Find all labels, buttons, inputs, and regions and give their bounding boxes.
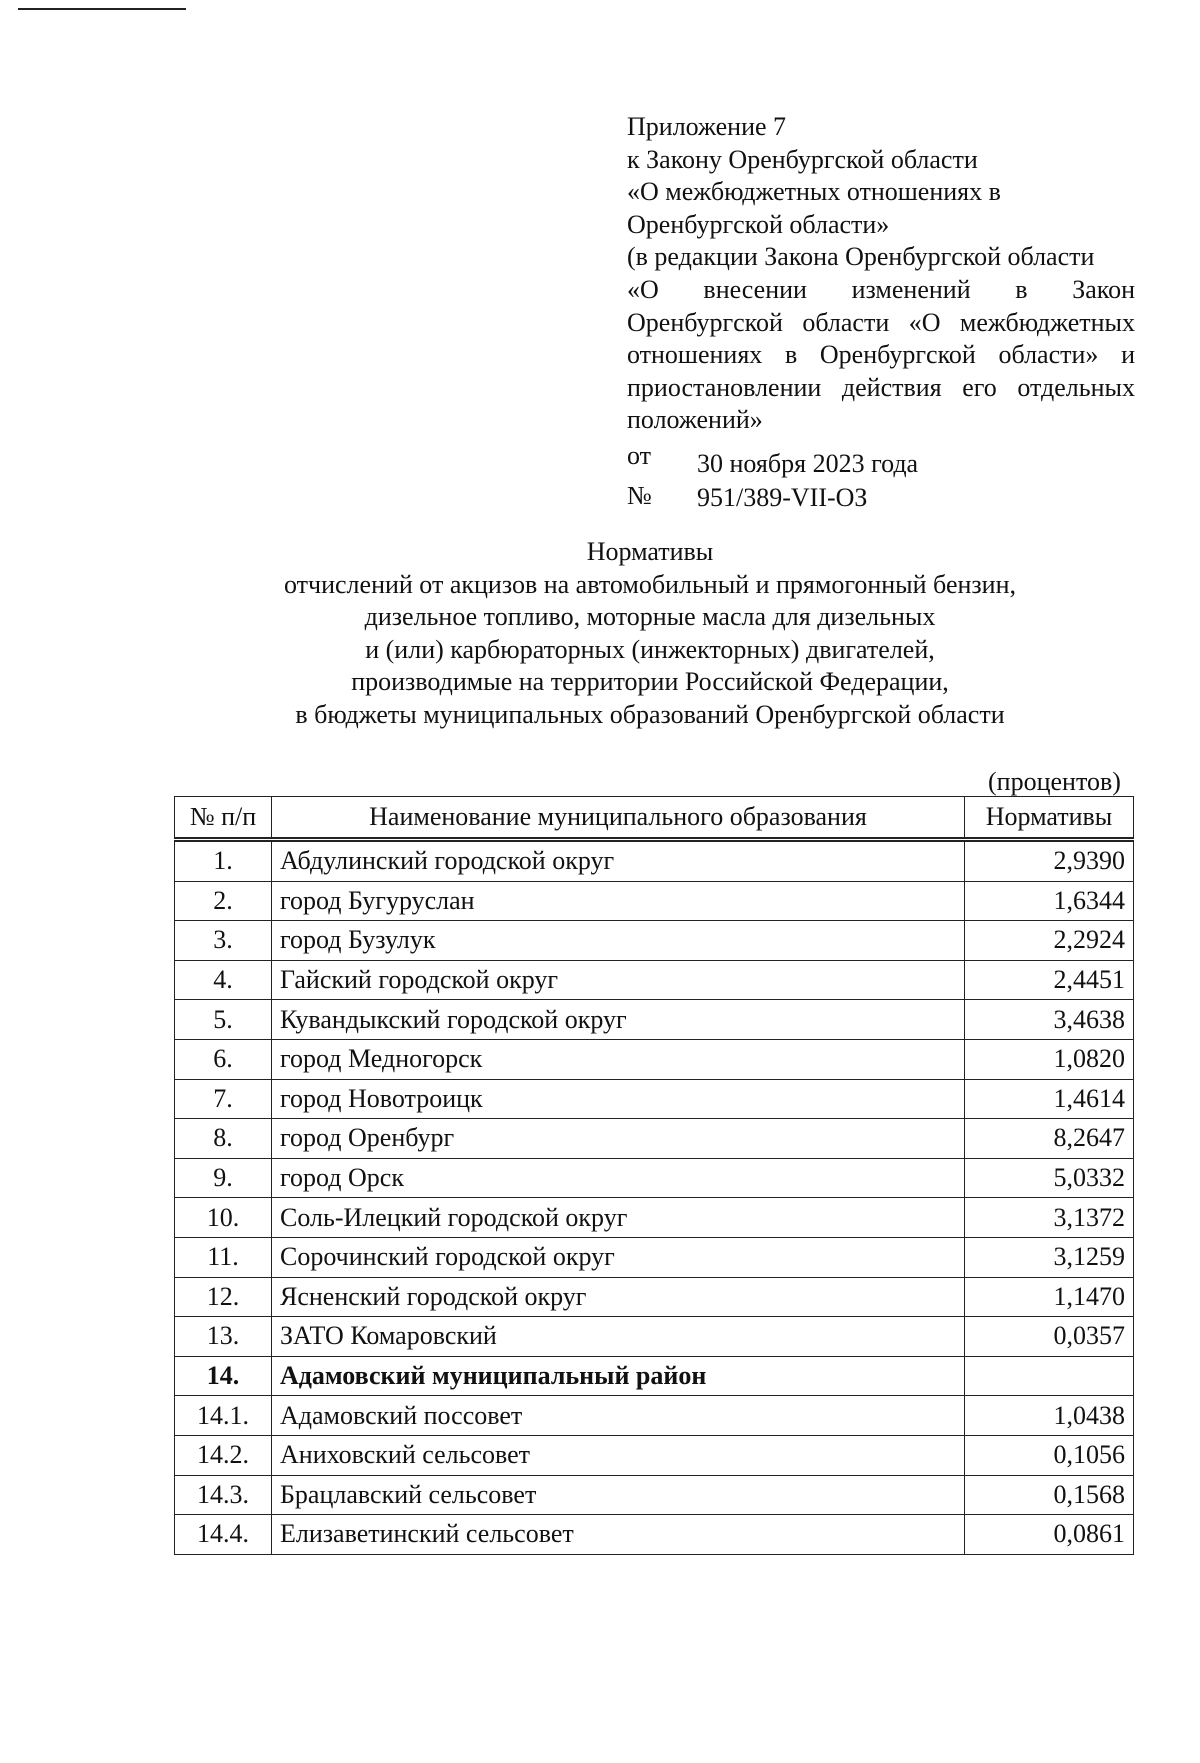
- municipality-name: Ясненский городской округ: [272, 1277, 965, 1317]
- norm-value: 0,0861: [965, 1515, 1134, 1555]
- table-row: [175, 1237, 1134, 1277]
- appendix-line: Оренбургской области»: [627, 209, 890, 239]
- row-number: 8.: [175, 1119, 272, 1159]
- norm-value: 3,4638: [965, 1000, 1134, 1040]
- row-number: 7.: [175, 1079, 272, 1119]
- row-number: 14.3.: [175, 1475, 272, 1515]
- norm-value: 1,4614: [965, 1079, 1134, 1119]
- municipality-name: Абдулинский городской округ: [272, 840, 965, 882]
- norm-value: 1,1470: [965, 1277, 1134, 1317]
- appendix-line: Приложение 7: [627, 112, 787, 141]
- row-number: 10.: [175, 1198, 272, 1238]
- table-row: [175, 881, 1134, 921]
- municipality-name: Гайский городской округ: [272, 960, 965, 1000]
- table-row: [175, 1356, 1134, 1396]
- column-header-number: № п/п: [175, 797, 272, 840]
- table-row: [175, 840, 1134, 882]
- norm-value: 5,0332: [965, 1158, 1134, 1198]
- column-header-name: Наименование муниципального образования: [272, 797, 965, 840]
- date-label: от: [627, 440, 652, 470]
- norm-value: 3,1259: [965, 1237, 1134, 1277]
- municipality-name: Елизаветинский сельсовет: [272, 1515, 965, 1555]
- law-number: 951/389-VII-ОЗ: [697, 482, 868, 512]
- law-signoff: [627, 441, 1135, 515]
- row-number: 14.2.: [175, 1435, 272, 1475]
- municipality-name: город Орск: [272, 1158, 965, 1198]
- municipality-name: Сорочинский городской округ: [272, 1237, 965, 1277]
- norm-value: 0,0357: [965, 1317, 1134, 1357]
- number-label: №: [627, 480, 652, 510]
- appendix-line: положений»: [627, 405, 763, 435]
- row-number: 2.: [175, 881, 272, 921]
- table-row: [175, 1277, 1134, 1317]
- norm-value: 0,1056: [965, 1435, 1134, 1475]
- row-number: 3.: [175, 921, 272, 961]
- row-number: 14.4.: [175, 1515, 272, 1555]
- appendix-line: к Закону Оренбургской области: [627, 144, 978, 174]
- table-header-row: [175, 797, 1134, 840]
- norm-value: 2,4451: [965, 960, 1134, 1000]
- norm-value: 8,2647: [965, 1119, 1134, 1159]
- municipality-name: Брацлавский сельсовет: [272, 1475, 965, 1515]
- table-row: [175, 1158, 1134, 1198]
- table-row: [175, 1198, 1134, 1238]
- table-row: [175, 960, 1134, 1000]
- norm-value: 1,6344: [965, 881, 1134, 921]
- table-row: [175, 1317, 1134, 1357]
- table-row: [175, 1475, 1134, 1515]
- norm-value: 2,2924: [965, 921, 1134, 961]
- municipality-name: Соль-Илецкий городской округ: [272, 1198, 965, 1238]
- appendix-header: [627, 111, 1135, 515]
- municipality-name: город Бугуруслан: [272, 881, 965, 921]
- row-number: 1.: [175, 840, 272, 882]
- norm-value: 0,1568: [965, 1475, 1134, 1515]
- table-row: [175, 1039, 1134, 1079]
- heading-line: дизельное топливо, моторные масла для дизельных: [364, 602, 936, 631]
- table-row: [175, 1079, 1134, 1119]
- column-header-value: Нормативы: [965, 797, 1134, 840]
- norm-value: 1,0438: [965, 1396, 1134, 1436]
- table-row: [175, 1515, 1134, 1555]
- unit-note: (процентов): [988, 767, 1121, 796]
- row-number: 14.1.: [175, 1396, 272, 1436]
- row-number: 4.: [175, 960, 272, 1000]
- appendix-line: приостановлении действия его отдельных: [627, 372, 1135, 402]
- norms-table: [174, 796, 1134, 1555]
- municipality-name: город Новотроицк: [272, 1079, 965, 1119]
- municipality-name: Аниховский сельсовет: [272, 1435, 965, 1475]
- row-number: 5.: [175, 1000, 272, 1040]
- row-number: 11.: [175, 1237, 272, 1277]
- heading-title: Нормативы: [586, 537, 714, 566]
- row-number: 12.: [175, 1277, 272, 1317]
- table-row: [175, 1396, 1134, 1436]
- municipality-name: ЗАТО Комаровский: [272, 1317, 965, 1357]
- norm-value: 3,1372: [965, 1198, 1134, 1238]
- appendix-line: «О межбюджетных отношениях в: [627, 177, 1001, 207]
- row-number: 14.: [175, 1356, 272, 1396]
- municipality-name: город Бузулук: [272, 921, 965, 961]
- heading-line: в бюджеты муниципальных образований Оренбургской области: [295, 699, 1005, 729]
- municipality-name: Адамовский поссовет: [272, 1396, 965, 1436]
- document-heading: [150, 536, 1150, 731]
- row-number: 9.: [175, 1158, 272, 1198]
- heading-line: производимые на территории Российской Федерации,: [351, 667, 949, 696]
- table-row: [175, 1119, 1134, 1159]
- norm-value: 2,9390: [965, 840, 1134, 882]
- top-rule: [18, 8, 186, 10]
- row-number: 6.: [175, 1039, 272, 1079]
- norm-value: [965, 1356, 1134, 1396]
- municipality-name: город Оренбург: [272, 1119, 965, 1159]
- norm-value: 1,0820: [965, 1039, 1134, 1079]
- appendix-line: Оренбургской области «О межбюджетных: [627, 307, 1135, 337]
- table-row: [175, 1435, 1134, 1475]
- appendix-line: (в редакции Закона Оренбургской области: [627, 242, 1095, 272]
- appendix-line: «О внесении изменений в Закон: [627, 274, 1135, 304]
- table-row: [175, 921, 1134, 961]
- heading-line: и (или) карбюраторных (инжекторных) двигателей,: [365, 634, 935, 664]
- table-body: [175, 840, 1134, 1555]
- municipality-name: Кувандыкский городской округ: [272, 1000, 965, 1040]
- heading-line: отчислений от акцизов на автомобильный и прямогонный бензин,: [284, 569, 1016, 599]
- appendix-line: отношениях в Оренбургской области» и: [627, 340, 1135, 370]
- municipality-name: город Медногорск: [272, 1039, 965, 1079]
- row-number: 13.: [175, 1317, 272, 1357]
- municipality-name: Адамовский муниципальный район: [272, 1356, 965, 1396]
- table-row: [175, 1000, 1134, 1040]
- law-date: 30 ноября 2023 года: [697, 448, 919, 478]
